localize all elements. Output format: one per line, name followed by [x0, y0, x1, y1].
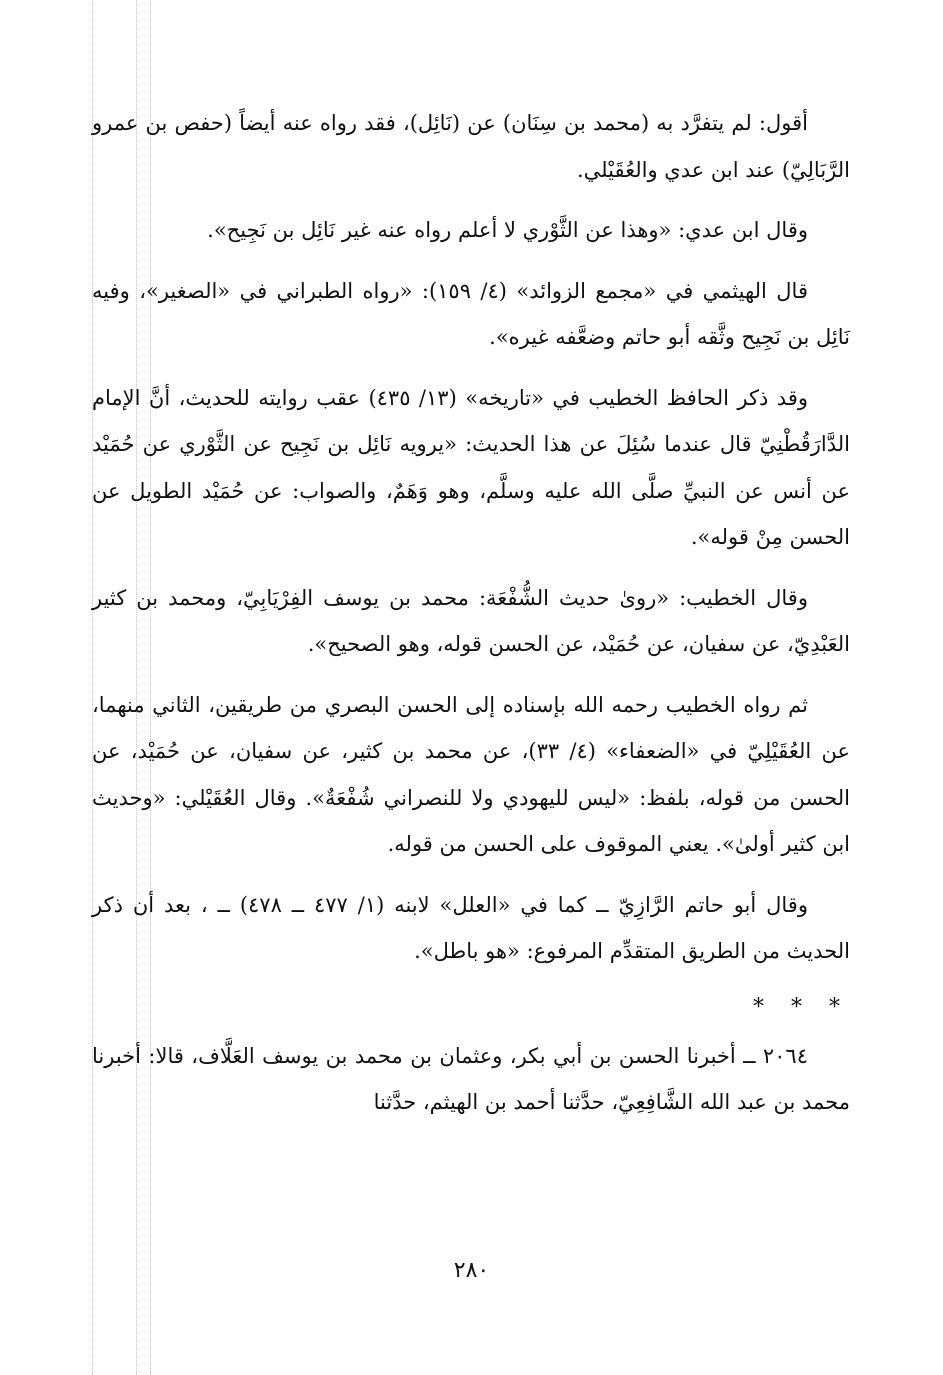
paragraph: أقول: لم يتفرَّد به (محمد بن سِنَان) عن (نَائِل)، فقد رواه عنه أيضاً (حفص بن عمرو الرَّبَالِيّ) عند ابن عدي والعُقَيْلي.	[92, 111, 850, 182]
paragraph: وقال أبو حاتم الرَّازِيّ ــ كما في «العلل» لابنه (١/ ٤٧٧ ــ ٤٧٨) ــ ، بعد أن ذكر الحديث من الطريق المتقدِّم المرفوع: «هو باطل».	[92, 892, 850, 963]
hadith-paragraph: ٢٠٦٤ ــ أخبرنا الحسن بن أبي بكر، وعثمان بن محمد بن يوسف العَلَّاف، قالا: أخبرنا محمد بن عبد الله الشَّافِعِيّ، حدَّثنا أحمد بن الهيثم، حدَّثنا	[92, 1043, 850, 1114]
paragraph: وقال الخطيب: «روىٰ حديث الشُّفْعَة: محمد بن يوسف الفِرْيَابِيّ، ومحمد بن كثير العَبْدِيّ، عن سفيان، عن حُمَيْد، عن الحسن قوله، وهو الصحيح».	[92, 585, 850, 656]
body-text	[92, 100, 850, 1126]
page-number: ٢٨٠	[453, 1258, 490, 1283]
paragraph: وقال ابن عدي: «وهذا عن الثَّوْري لا أعلم رواه عنه غير نَائِل بن نَجِيح».	[207, 218, 808, 242]
paragraph: ثم رواه الخطيب رحمه الله بإسناده إلى الحسن البصري من طريقين، الثاني منهما، عن العُقَيْلِيّ في «الضعفاء» (٤/ ٣٣)، عن محمد بن كثير، عن سفيان، عن حُمَيْد، عن الحسن من قوله، بلفظ: «ليس لليهودي ولا للنصراني شُفْعَةٌ». وقال العُقَيْلي: «وحديث ابن كثير أولىٰ». يعني الموقوف على الحسن من قوله.	[92, 692, 850, 856]
section-separator: * * *	[753, 994, 850, 1020]
paragraph: وقد ذكر الحافظ الخطيب في «تاريخه» (١٣/ ٤٣٥) عقب روايته للحديث، أنَّ الإمام الدَّارَقُطْنِيّ قال عندما سُئِلَ عن هذا الحديث: «يرويه نَائِل بن نَجِيح عن الثَّوْري عن حُمَيْد عن أنس عن النبيِّ صلَّى الله عليه وسلَّم، وهو وَهَمٌ، والصواب: عن حُمَيْد الطويل عن الحسن مِنْ قوله».	[92, 385, 850, 549]
paragraph: قال الهيثمي في «مجمع الزوائد» (٤/ ١٥٩): «رواه الطبراني في «الصغير»، وفيه نَائِل بن نَجِيح وثَّقه أبو حاتم وضعَّفه غيره».	[92, 278, 850, 349]
